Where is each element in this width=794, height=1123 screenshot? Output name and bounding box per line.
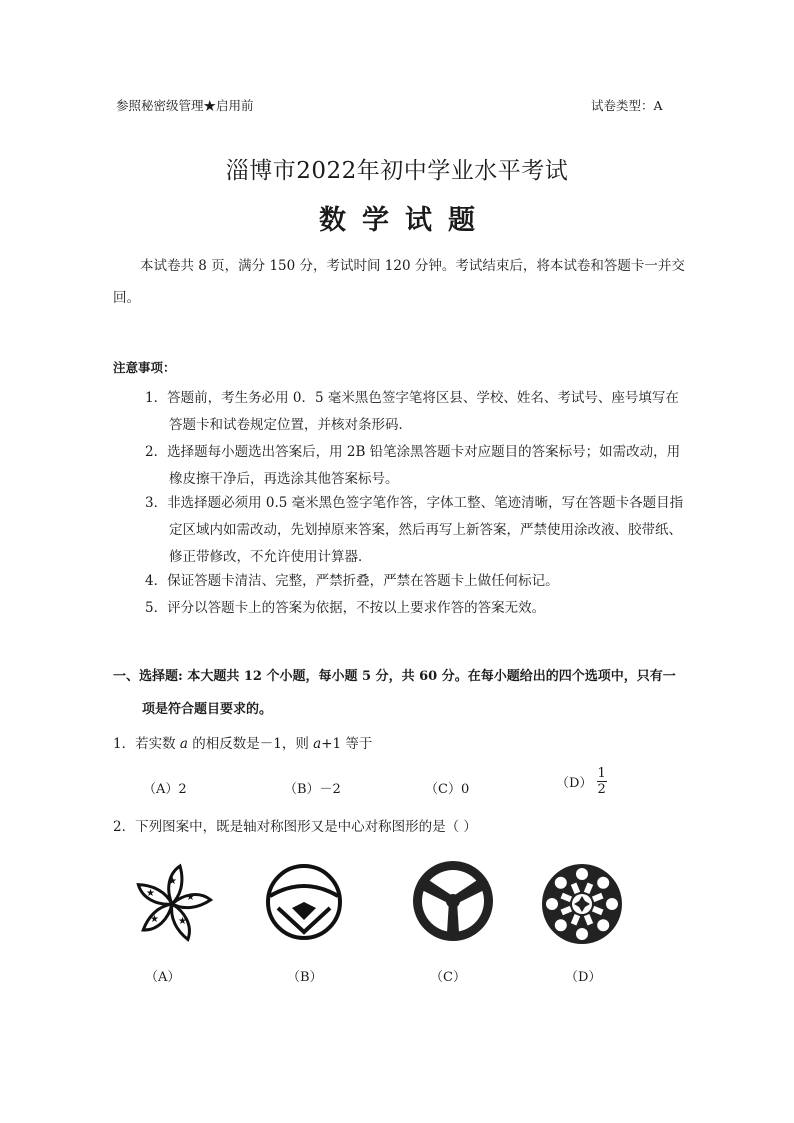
svg-text:★: ★	[178, 916, 187, 927]
q1-option-c[interactable]: （C）0	[425, 782, 470, 797]
question-1-stem: 1．若实数 a 的相反数是－1，则 a+1 等于	[113, 736, 373, 752]
note-item-5: 5．评分以答题卡上的答案为依据，不按以上要求作答的答案无效。	[145, 600, 546, 616]
section-1-heading-cont: 项是符合题目要求的。	[142, 702, 273, 717]
q2-label-c: （C）	[430, 970, 466, 985]
figure-a-flower[interactable]	[128, 860, 216, 948]
svg-text:★: ★	[168, 876, 177, 887]
exam-title: 淄博市2022年初中学业水平考试	[225, 158, 569, 184]
note-item-2	[145, 439, 680, 493]
exam-subtitle: 数学试题	[319, 205, 491, 236]
q2-label-a: （A）	[145, 970, 181, 985]
note-line: 修正带修改，不允许使用计算器．	[169, 549, 372, 565]
svg-text:★: ★	[186, 892, 195, 903]
intro-line-1: 本试卷共 8 页，满分 150 分，考试时间 120 分钟。考试结束后，将本试卷和答题卡一并交	[140, 258, 685, 274]
note-item-1	[145, 385, 679, 439]
question-2-stem: 2．下列图案中，既是轴对称图形又是中心对称图形的是（ ）	[113, 819, 477, 835]
note-line: 3．非选择题必须用 0.5 毫米黑色签字笔作答，字体工整、笔迹清晰，写在答题卡各题目指	[145, 495, 684, 511]
svg-text:★: ★	[150, 914, 159, 925]
q2-label-d: （D）	[565, 970, 602, 985]
notes-heading: 注意事项：	[113, 360, 176, 375]
q1-option-a[interactable]: （A）2	[143, 782, 187, 797]
figure-d-rosette[interactable]	[538, 860, 626, 948]
figure-b-circle-v[interactable]	[264, 862, 344, 942]
note-line: 1．答题前，考生务必用 0．5 毫米黑色签字笔将区县、学校、姓名、考试号、座号填写在	[145, 390, 679, 406]
note-item-4: 4．保证答题卡清洁、完整，严禁折叠，严禁在答题卡上做任何标记。	[145, 573, 559, 589]
q1-option-b[interactable]: （B）－2	[284, 782, 341, 797]
q1-option-d[interactable]: （D） $\frac{1}{2}$	[556, 766, 606, 797]
paper-type-label: 试卷类型：A	[591, 98, 663, 113]
figure-c-wheel[interactable]	[410, 858, 496, 944]
note-line: 橡皮擦干净后，再选涂其他答案标号。	[169, 471, 399, 487]
q2-label-b: （B）	[287, 970, 323, 985]
note-item-3	[145, 490, 683, 571]
confidentiality-label: 参照秘密级管理★启用前	[116, 98, 254, 113]
note-line: 2．选择题每小题选出答案后，用 2B 铅笔涂黑答题卡对应题目的答案标号；如需改动，用	[145, 444, 681, 460]
section-1-heading: 一、选择题: 本大题共 12 个小题，每小题 5 分，共 60 分。在每小题给出的四个选项中，只有一	[113, 669, 676, 684]
note-line: 定区域内如需改动，先划掉原来答案，然后再写上新答案，严禁使用涂改液、胶带纸、	[169, 522, 682, 538]
note-line: 答题卡和试卷规定位置，并核对条形码．	[169, 417, 412, 433]
svg-text:★: ★	[146, 888, 155, 899]
intro-line-2: 回。	[113, 290, 140, 306]
fraction: $\frac{1}{2}$	[597, 766, 606, 797]
